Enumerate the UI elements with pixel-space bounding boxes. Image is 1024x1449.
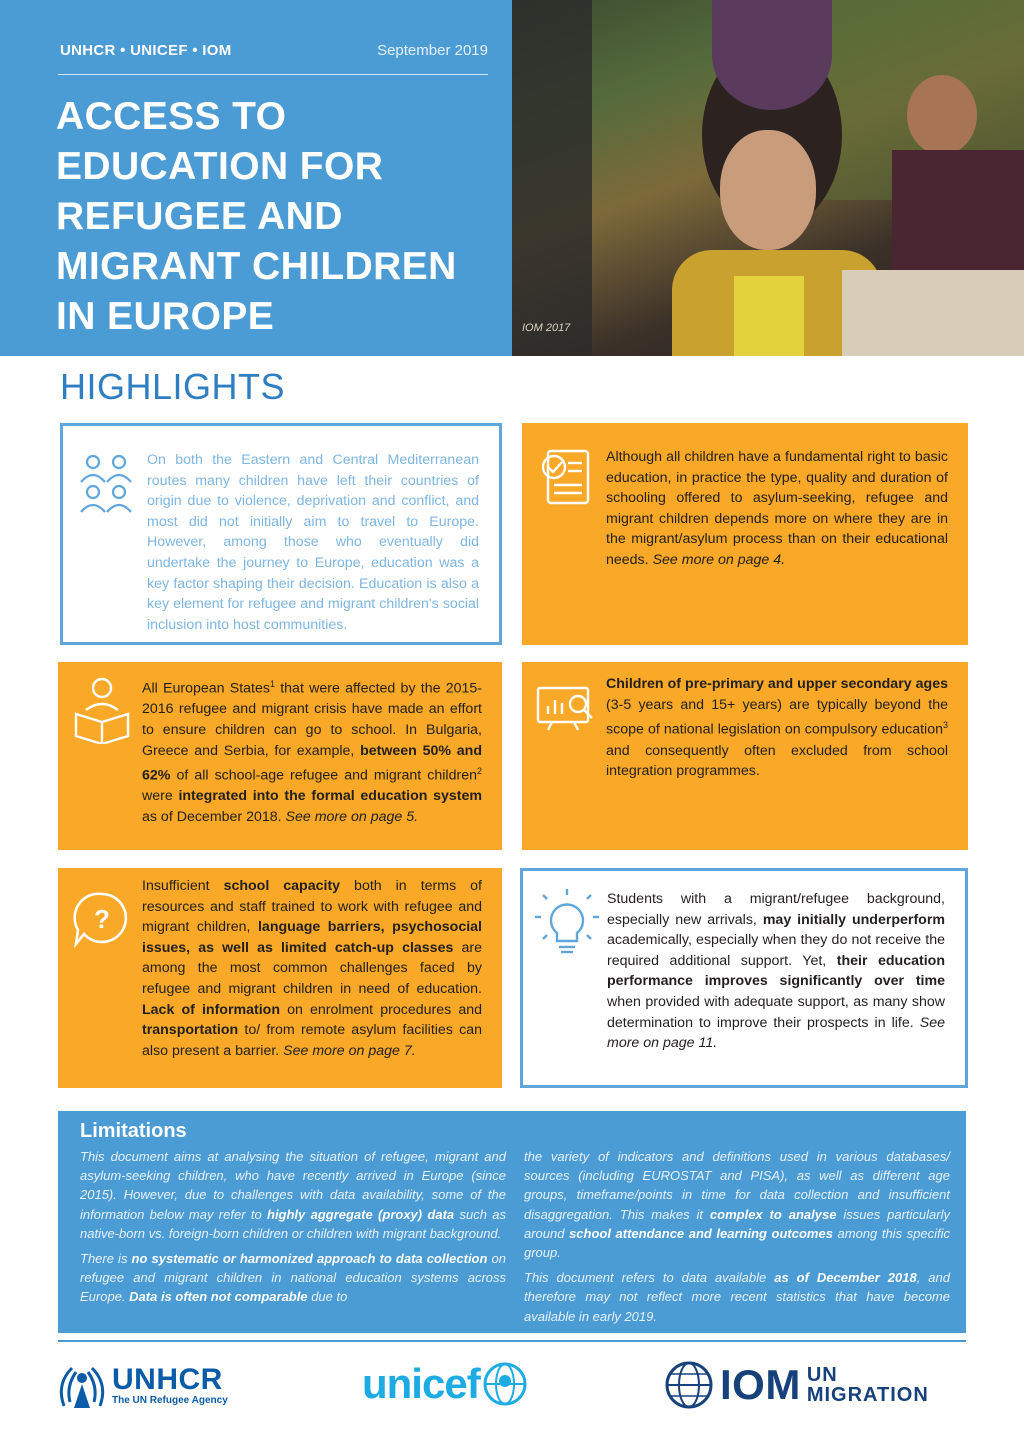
unicef-globe-icon — [482, 1361, 528, 1407]
card-text — [606, 674, 948, 782]
card-text: On both the Eastern and Central Mediterranean routes many children have left their countries of origin due to violence, deprivation and conflict, and most did not initially aim to travel to Europe. However, among those who eventually did undertake the journey to Europe, education was a key factor shaping their decision. Education is also a key element for refugee and migrant children's social inclusion into host communities. — [147, 452, 479, 633]
header-divider — [58, 74, 488, 75]
footnote-ref[interactable]: 2 — [476, 766, 482, 777]
svg-text:?: ? — [94, 904, 110, 934]
bold-text: school capacity — [223, 878, 341, 894]
footnote-ref[interactable]: 1 — [269, 679, 275, 689]
text-run: and consequently often excluded from school integration programmes. — [606, 742, 948, 780]
text-run: Insufficient — [142, 878, 224, 894]
text-run: that were affected by the 2015-2016 refugee and migrant crisis have made an effort to ensure children can go to school. In Bulgaria, Greece and Serbia, for example, — [142, 680, 482, 759]
bold-text: complex to analyse — [709, 1206, 837, 1222]
presentation-chart-icon — [534, 672, 598, 742]
title-line: EDUCATION FOR — [56, 145, 384, 188]
limitations-heading: Limitations — [80, 1120, 187, 1142]
photo-boy-face — [907, 75, 977, 155]
bold-text: as of December 2018 — [774, 1270, 917, 1286]
header-band — [0, 0, 512, 356]
text-run: both in terms of resources and staff trained to work with refugee and migrant children, — [142, 878, 482, 936]
photo-left-shadow — [512, 0, 592, 356]
text-run: All European States — [142, 680, 270, 697]
text-run: of all school-age refugee and migrant children — [170, 767, 477, 784]
highlight-card-challenges — [58, 868, 502, 1088]
card-body-text: Although all children have a fundamental right to basic education, in practice the type, quality and duration of schooling offered to asylum-seeking, refugee and migrant children depends more on where they are in the migrant/asylum process than on their educational needs. — [606, 449, 948, 568]
title-line: MIGRANT CHILDREN — [56, 245, 457, 288]
limitations-paragraph — [524, 1268, 950, 1326]
title-line: IN EUROPE — [56, 295, 275, 338]
lightbulb-icon — [535, 887, 599, 957]
text-run: are among the most common challenges faced by refugee and migrant children in need of education. — [142, 939, 482, 997]
text-run: such as native-born vs. foreign-born children or children with migrant background. — [80, 1206, 506, 1241]
highlight-card-schooling-type — [522, 423, 968, 645]
see-more-link[interactable]: See more on page 4. — [652, 551, 786, 568]
text-run: There is — [80, 1251, 132, 1267]
document-title — [56, 92, 496, 342]
publication-date: September 2019 — [377, 42, 488, 59]
highlight-card-performance — [520, 868, 968, 1088]
highlights-heading: HIGHLIGHTS — [60, 366, 286, 407]
text-run: academically, especially when they do not receive the required additional support. Yet, — [607, 932, 945, 969]
iom-logo[interactable] — [664, 1360, 929, 1410]
text-run: to/ from remote asylum facilities can also present a barrier. — [142, 1022, 482, 1059]
highlight-card-age-groups — [522, 662, 968, 850]
unhcr-tagline: The UN Refugee Agency — [112, 1395, 228, 1406]
photo-child-face — [720, 130, 816, 250]
limitations-left-column — [80, 1147, 506, 1313]
card-text — [142, 674, 482, 828]
photo-background-child — [712, 0, 832, 110]
text-run: This document refers to data available — [524, 1270, 775, 1286]
bold-text: highly aggregate (proxy) data — [267, 1206, 455, 1222]
text-run: due to — [307, 1289, 348, 1305]
bold-text: transportation — [142, 1022, 239, 1039]
text-run: issues particularly around — [524, 1206, 950, 1241]
bold-text: language barriers, psychosocial issues, as well as limited catch-up classes — [142, 919, 482, 956]
title-line: ACCESS TO — [56, 95, 287, 138]
unicef-wordmark: unicef — [362, 1360, 480, 1407]
bold-text: integrated into the formal education system — [178, 788, 482, 805]
see-more-link[interactable]: See more on page 11. — [607, 1014, 945, 1052]
iom-migration-label: MIGRATION — [806, 1384, 929, 1406]
bold-text: their education performance improves significantly over time — [607, 952, 945, 990]
limitations-right-column — [524, 1147, 950, 1332]
title-line: REFUGEE AND — [56, 195, 343, 238]
highlight-card-school-enrolment — [58, 662, 502, 850]
limitations-paragraph — [80, 1147, 506, 1243]
photo-boy-body — [892, 150, 1024, 280]
organizations-line: UNHCR • UNICEF • IOM — [60, 42, 232, 59]
text-run: on refugee and migrant children in national education systems across Europe. — [80, 1251, 506, 1305]
iom-name: IOM — [720, 1361, 801, 1408]
bold-text: between 50% and 62% — [142, 742, 482, 784]
iom-un-label: UN — [806, 1364, 838, 1386]
footnote-ref[interactable]: 3 — [942, 720, 948, 731]
bold-text: no systematic or harmonized approach to data collection — [131, 1251, 488, 1267]
unhcr-emblem-icon — [56, 1362, 108, 1410]
limitations-box — [58, 1111, 966, 1333]
bold-text: Lack of information — [142, 1001, 280, 1018]
highlight-card-departure-reasons — [60, 423, 502, 645]
text-run: the variety of indicators and definitions used in various databases/ sources (including EUROSTAT and PISA), as well as different age groups, timeframe/points in time for data collection and insufficient disaggregation. This makes it — [524, 1149, 950, 1222]
text-run: This document aims at analysing the situation of refugee, migrant and asylum-seeking children, who have recently arrived in Europe (since 2015). However, due to challenges with data availability, some of the information below may refer to — [80, 1149, 506, 1222]
text-run: when provided with adequate support, as many show determination to improve their prospects in life. — [607, 993, 945, 1031]
text-run: (3-5 years and 15+ years) are typically beyond the scope of national legislation on compulsory education — [606, 696, 948, 738]
text-run: Students with a migrant/refugee background, especially new arrivals, — [607, 891, 945, 928]
bold-text: may initially underperform — [762, 911, 945, 928]
limitations-paragraph — [80, 1249, 506, 1307]
unicef-logo[interactable] — [362, 1360, 528, 1408]
footer-divider — [58, 1340, 966, 1342]
bold-text: Data is often not comparable — [129, 1289, 308, 1305]
card-text — [606, 447, 948, 571]
bold-text: Children of pre-primary and upper secondary ages — [606, 676, 948, 692]
unhcr-logo[interactable] — [56, 1362, 228, 1410]
card-text — [607, 889, 945, 1054]
limitations-paragraph — [524, 1147, 950, 1262]
photo-credit: IOM 2017 — [522, 322, 571, 334]
see-more-link[interactable]: See more on page 5. — [285, 809, 419, 826]
checklist-document-icon — [534, 445, 598, 515]
text-run: on enrolment procedures and — [280, 1001, 482, 1018]
people-group-icon — [75, 448, 139, 518]
reading-person-icon — [70, 674, 134, 744]
text-run: among this specific group. — [524, 1225, 950, 1261]
card-text — [142, 876, 482, 1061]
iom-globe-icon — [664, 1360, 714, 1410]
photo-desk — [842, 270, 1024, 356]
question-bubble-icon — [70, 888, 134, 958]
unhcr-name: UNHCR — [112, 1363, 223, 1396]
bold-text: school attendance and learning outcomes — [569, 1225, 833, 1241]
text-run: as of December 2018. — [142, 809, 286, 826]
see-more-link[interactable]: See more on page 7. — [283, 1042, 416, 1059]
classroom-photo — [512, 0, 1024, 356]
photo-child-shirt — [734, 276, 804, 356]
text-run: , and therefore may not reflect more recent statistics that have become available in early 2019. — [524, 1270, 950, 1324]
text-run: were — [142, 788, 179, 805]
